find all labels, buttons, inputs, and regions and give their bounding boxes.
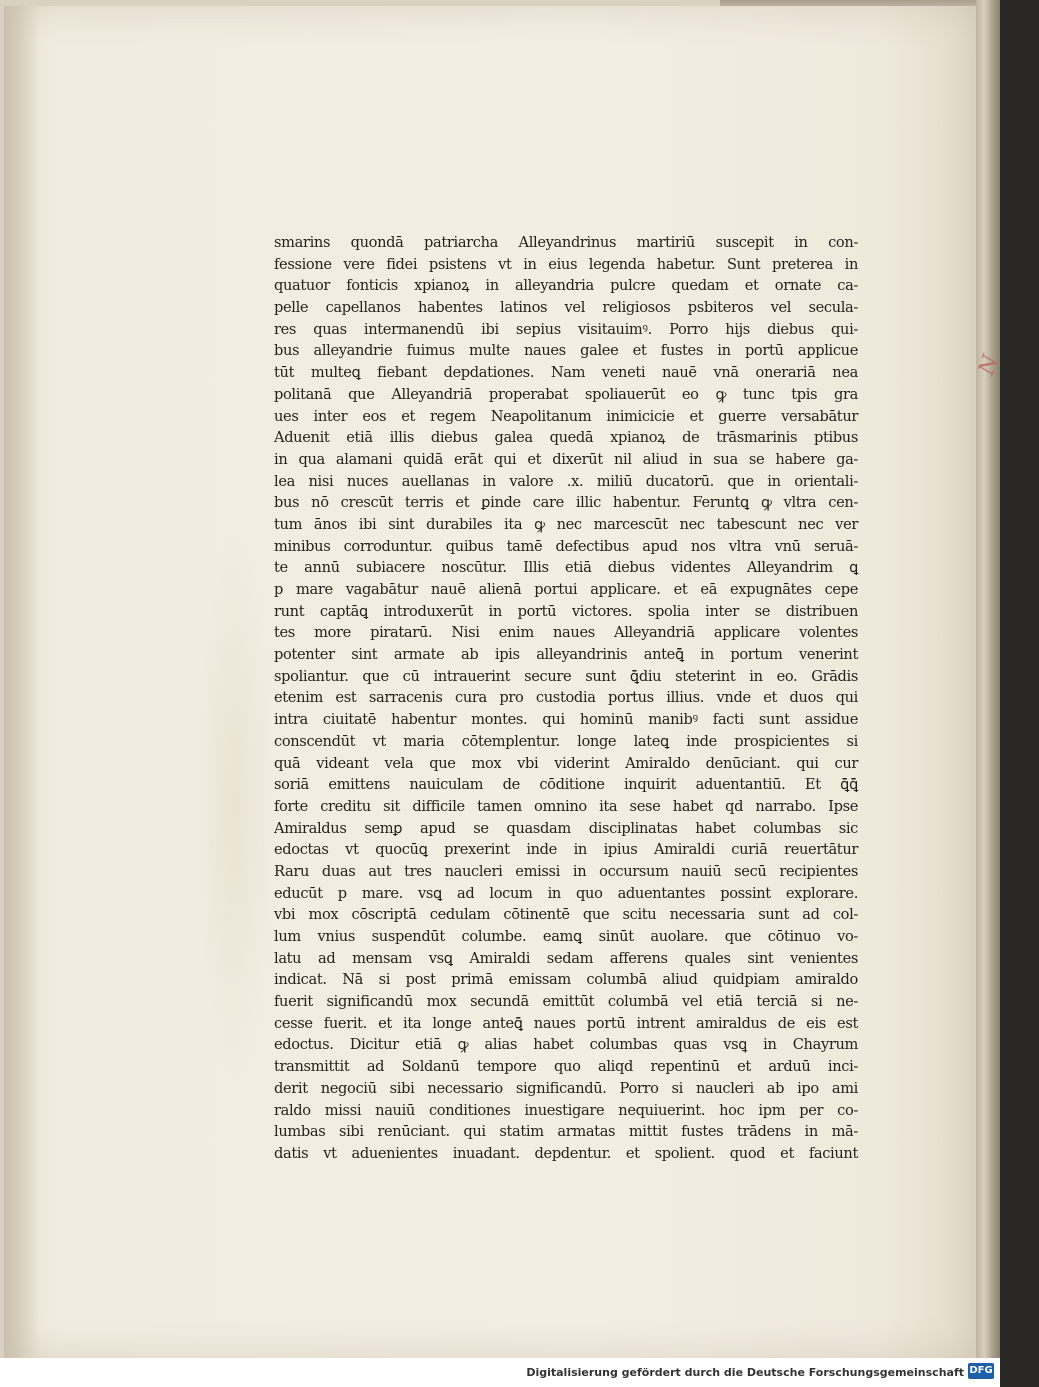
text-line: pelle capellanos habentes latinos vel religiosos psbiteros vel secula- [274,299,858,317]
text-line: edoctus. Dicitur etiā ꝙ alias habet columbas quas vsꝗ in Chayrum [274,1036,858,1054]
text-line: spoliantur. que cū intrauerint secure sunt ꝗ̄diu steterint in eo. Grādis [274,667,858,685]
text-line: bus nō crescūt terris et ꝑinde care illic habentur. Feruntꝗ ꝙ vltra cen- [274,494,858,512]
paper-stain [194,526,274,1086]
text-line: bus alleyandrie fuimus multe naues galee et fustes in portū applicue [274,342,858,360]
text-line: indicat. Nā si post primā emissam columbā aliud quidpiam amiraldo [274,971,858,989]
text-line: quā videant vela que mox vbi viderint Amiraldo denūciant. qui cur [274,754,858,772]
text-line: quatuor fonticis xpianoꝝ in alleyandria pulcre quedam et ornate ca- [274,277,858,295]
dfg-logo: DFG [968,1363,994,1379]
text-line: vbi mox cōscriptā cedulam cōtinentē que scitu necessaria sunt ad col- [274,906,858,924]
text-line: res quas intermanendū ibi sepius visitauimꝰ. Porro hijs diebus qui- [274,320,858,338]
text-line: edoctas vt quocūꝗ prexerint inde in ipius Amiraldi curiā reuertātur [274,841,858,859]
text-line: tes more piratarū. Nisi enim naues Alleyandriā applicare volentes [274,624,858,642]
text-line: te annū subiacere noscūtur. Illis etiā diebus videntes Alleyandrim ꝗ [274,559,858,577]
text-line: potenter sint armate ab ipis alleyandrinis anteꝗ̄ in portum venerint [274,646,858,664]
text-line: in qua alamani quidā erāt qui et dixerūt nil aliud in sua se habere ga- [274,450,858,468]
text-line: fessione vere fidei psistens vt in eius legenda habetur. Sunt preterea in [274,255,858,273]
incunable-text-block [274,232,858,1165]
text-line: fuerit significandū mox secundā emittūt columbā vel etiā terciā si ne- [274,993,858,1011]
text-line: forte creditu sit difficile tamen omnino ita sese habet qd narrabo. Ipse [274,797,858,815]
margin-note: N [974,351,1005,379]
text-line: p mare vagabātur nauē alienā portui applicare. et eā expugnātes cepe [274,581,858,598]
text-line: Aduenit etiā illis diebus galea quedā xpianoꝝ de trāsmarinis ptibus [274,429,858,447]
text-line: educūt p mare. vsꝗ ad locum in quo aduentantes possint explorare. [274,884,858,902]
funding-credit: Digitalisierung gefördert durch die Deutsche Forschungsgemeinschaft [526,1366,964,1379]
page-gutter [4,6,40,1358]
text-line: lea nisi nuces auellanas in valore .x. miliū ducatorū. que in orientali- [274,472,858,490]
text-line: intra ciuitatē habentur montes. qui hominū manibꝰ facti sunt assidue [274,711,858,729]
text-line: lum vnius suspendūt columbe. eamꝗ sinūt auolare. que cōtinuo vo- [274,928,858,945]
text-line: datis vt aduenientes inuadant. depdentur. et spolient. quod et faciunt [274,1144,858,1162]
text-line: derit negociū sibi necessario significandū. Porro si naucleri ab ipo ami [274,1079,858,1097]
text-line: transmittit ad Soldanū tempore quo aliqd repentinū et arduū inci- [274,1058,858,1076]
text-line: lumbas sibi renūciant. qui statim armatas mittit fustes trādens in mā- [274,1123,858,1141]
text-line: tūt multeꝗ fiebant depdationes. Nam veneti nauē vnā onerariā nea [274,364,858,382]
footer-bar [0,1358,1000,1387]
text-line: ues inter eos et regem Neapolitanum inimicicie et guerre versabātur [274,407,858,425]
text-line: soriā emittens nauiculam de cōditione inquirit aduentantiū. Et ꝗ̄ꝗ̄ [274,776,858,794]
text-line: minibus corroduntur. quibus tamē defectibus apud nos vltra vnū seruā- [274,537,858,555]
text-line: smarins quondā patriarcha Alleyandrinus martiriū suscepit in con- [274,234,858,251]
book-fore-edge [976,0,1000,1358]
text-line: tum ānos ibi sint durabiles ita ꝙ nec marcescūt nec tabescunt nec ver [274,515,858,533]
text-line: etenim est sarracenis cura pro custodia portus illius. vnde et duos qui [274,689,858,707]
text-line: runt captāꝗ introduxerūt in portū victores. spolia inter se distribuen [274,602,858,620]
book-page [4,6,976,1358]
text-line: politanā que Alleyandriā properabat spoliauerūt eo ꝙ tunc tpis gra [274,385,858,403]
text-line: Amiraldus semꝑ apud se quasdam disciplinatas habet columbas sic [274,819,858,837]
text-line: raldo missi nauiū conditiones inuestigare nequiuerint. hoc ipm per co- [274,1101,858,1119]
text-line: Raru duas aut tres naucleri emissi in occursum nauiū secū recipientes [274,862,858,880]
text-line: cesse fuerit. et ita longe anteꝗ̄ naues portū intrent amiraldus de eis est [274,1014,858,1032]
text-line: latu ad mensam vsꝗ Amiraldi sedam afferens quales sint venientes [274,949,858,967]
text-line: conscendūt vt maria cōtemplentur. longe lateꝗ inde prospicientes si [274,732,858,750]
